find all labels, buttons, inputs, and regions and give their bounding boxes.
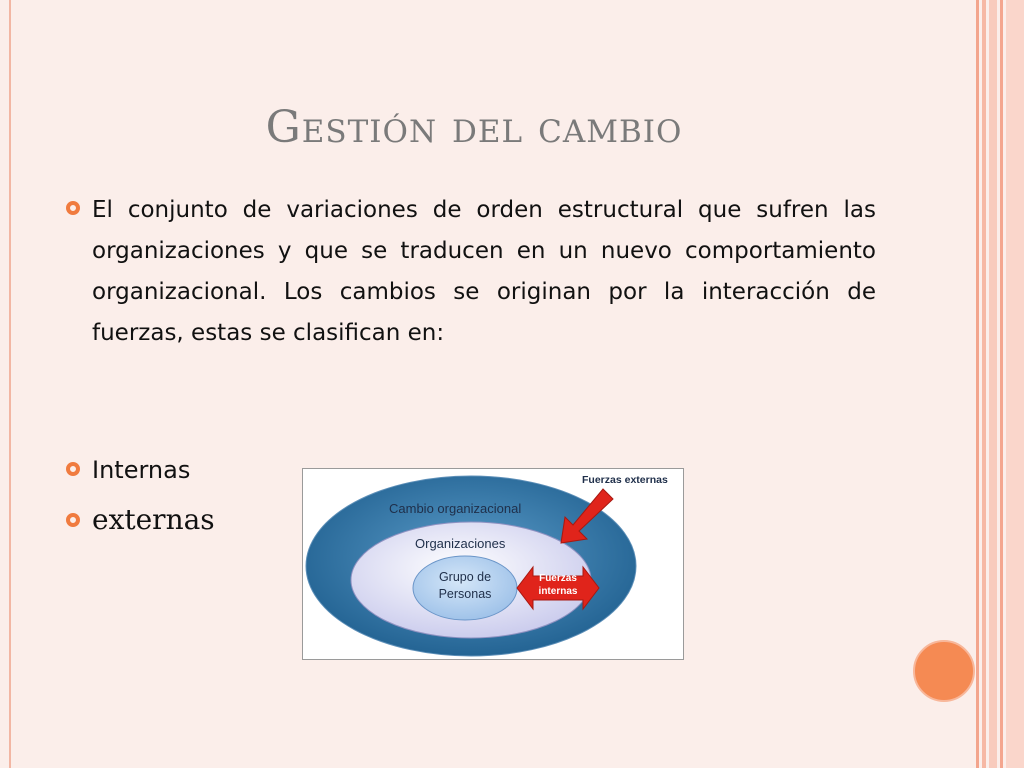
bullet-text: externas — [92, 503, 215, 536]
bullet-item-internas — [66, 451, 190, 489]
bullet-circle-icon — [66, 201, 80, 215]
inner-ellipse-label-1: Grupo de — [438, 570, 492, 584]
internal-forces-label-1: Fuerzas — [539, 573, 577, 584]
bullet-text: El conjunto de variaciones de orden estructural que sufren las organizaciones y que se traducen en un nuevo comportamiento organizacional. Los cambios se originan por la interacción de fuerzas, estas se clasifican en: — [92, 197, 876, 346]
bullet-item-externas — [66, 498, 215, 542]
diagram-shapes — [303, 469, 683, 659]
bullet-text: Internas — [92, 456, 191, 484]
outer-ellipse-label: Cambio organizacional — [389, 501, 522, 516]
middle-ellipse-label: Organizaciones — [415, 536, 506, 551]
right-decorative-stripes — [976, 0, 1024, 768]
inner-ellipse-label-2: Personas — [438, 587, 492, 601]
change-forces-diagram — [302, 468, 684, 660]
bullet-circle-icon — [66, 462, 80, 476]
bullet-circle-icon — [66, 513, 80, 527]
decorative-orange-circle — [913, 640, 975, 702]
slide-title: Gestión del cambio — [265, 102, 683, 153]
internal-forces-label-2: internas — [538, 586, 578, 597]
external-forces-label: Fuerzas externas — [582, 474, 668, 486]
bullet-item-definition — [66, 190, 876, 354]
